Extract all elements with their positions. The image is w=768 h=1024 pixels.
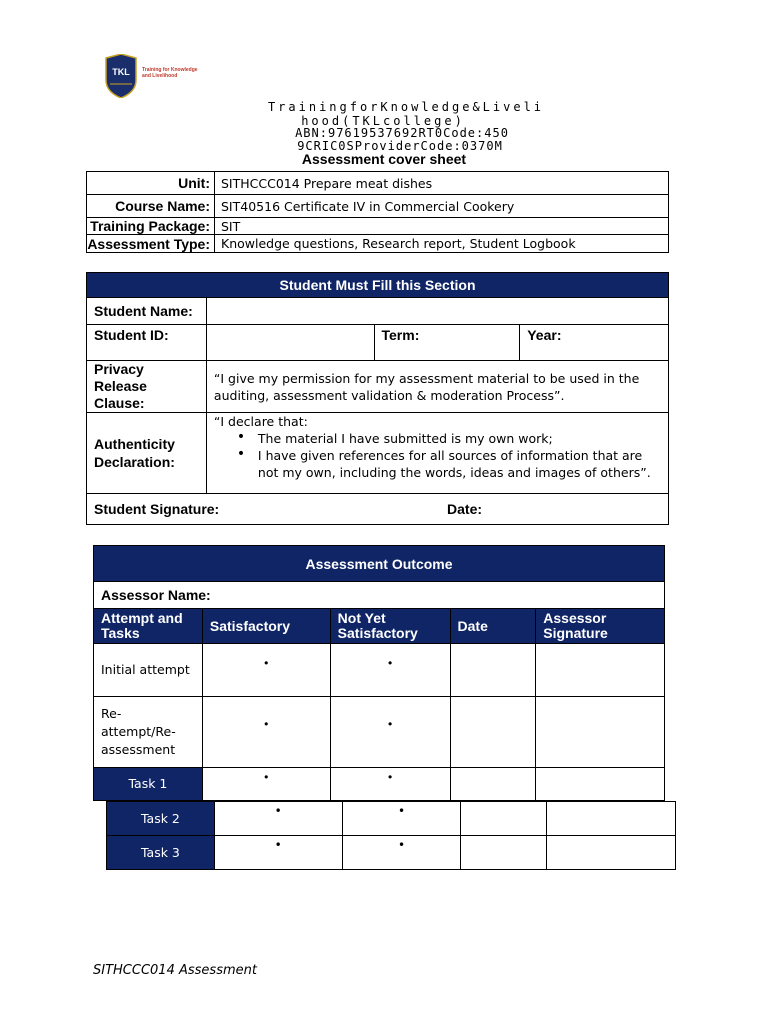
task-label: Task 3 <box>107 836 215 870</box>
bullet-mark: • <box>264 656 269 670</box>
task-rows-table <box>106 801 676 870</box>
logo-tagline: Training for Knowledge and Livelihood <box>142 67 198 79</box>
authenticity-label: Authenticity Declaration: <box>87 413 207 494</box>
table-header-row <box>94 609 665 644</box>
authenticity-intro: “I declare that: <box>213 414 308 429</box>
satisfactory-cell[interactable] <box>214 802 342 836</box>
not-yet-satisfactory-cell[interactable] <box>330 697 450 768</box>
student-id-label: Student ID: <box>87 325 207 361</box>
attempt-label: Initial attempt <box>94 644 203 697</box>
table-row <box>87 273 669 298</box>
column-header: Not Yet Satisfactory <box>330 609 450 644</box>
column-header: Attempt and Tasks <box>94 609 203 644</box>
date-cell[interactable] <box>461 802 547 836</box>
column-header: Date <box>450 609 536 644</box>
table-row <box>87 172 669 195</box>
privacy-release-label: Privacy Release Clause: <box>87 361 207 413</box>
page-title: Assessment cover sheet <box>301 151 467 167</box>
table-row <box>87 195 669 218</box>
bullet-mark: • <box>274 804 282 818</box>
training-package-label: Training Package: <box>87 218 215 235</box>
bullet-mark: • <box>264 770 269 784</box>
outcome-heading: Assessment Outcome <box>94 546 665 582</box>
assessor-signature-cell[interactable] <box>536 697 665 768</box>
bullet-mark: • <box>387 717 393 731</box>
table-row <box>94 768 665 801</box>
assessor-signature-cell[interactable] <box>547 802 676 836</box>
table-row <box>87 413 669 494</box>
bullet-mark: • <box>397 838 406 852</box>
table-row <box>94 697 665 768</box>
assessor-signature-cell[interactable] <box>547 836 676 870</box>
college-logo <box>104 54 198 100</box>
course-name-value: SIT40516 Certificate IV in Commercial Cookery <box>215 195 669 218</box>
bullet-mark: • <box>264 717 269 731</box>
bullet-mark: • <box>397 804 406 818</box>
unit-label: Unit: <box>87 172 215 195</box>
assessor-name-field[interactable] <box>94 582 665 609</box>
satisfactory-cell[interactable] <box>214 836 342 870</box>
assessor-name-label: Assessor Name: <box>101 586 211 603</box>
course-name-label: Course Name: <box>87 195 215 218</box>
table-row <box>87 361 669 413</box>
table-row <box>94 644 665 697</box>
authenticity-declaration <box>206 413 668 494</box>
bullet-mark: • <box>274 838 282 852</box>
list-item: • I have given references for all sources of information that are not my own, including the words, ideas and images of others”. <box>230 447 661 481</box>
table-row <box>87 218 669 235</box>
student-name-label: Student Name: <box>87 298 207 325</box>
year-label: Year: <box>527 327 562 343</box>
not-yet-satisfactory-cell[interactable] <box>342 802 461 836</box>
table-row <box>87 325 669 361</box>
bullet-mark: • <box>387 656 393 670</box>
year-field[interactable] <box>520 325 669 361</box>
term-field[interactable] <box>374 325 520 361</box>
table-row <box>107 802 676 836</box>
attempt-label: Re-attempt/Re-assessment <box>94 697 203 768</box>
date-cell[interactable] <box>450 697 536 768</box>
task-label: Task 2 <box>107 802 215 836</box>
student-signature-label: Student Signature: <box>94 501 220 517</box>
table-row <box>107 836 676 870</box>
term-label: Term: <box>381 327 420 343</box>
bullet-mark: • <box>387 770 393 784</box>
date-label: Date: <box>447 501 483 517</box>
header-line-2: hood(TKLcollege) <box>301 114 465 128</box>
satisfactory-cell[interactable] <box>202 768 330 801</box>
student-section-table <box>86 272 669 525</box>
not-yet-satisfactory-cell[interactable] <box>342 836 461 870</box>
unit-value: SITHCCC014 Prepare meat dishes <box>215 172 669 195</box>
assessor-signature-cell[interactable] <box>536 768 665 801</box>
date-cell[interactable] <box>450 644 536 697</box>
table-row <box>94 582 665 609</box>
satisfactory-cell[interactable] <box>202 697 330 768</box>
table-row <box>87 298 669 325</box>
table-row <box>87 235 669 253</box>
assessment-outcome-table <box>93 545 665 801</box>
not-yet-satisfactory-cell[interactable] <box>330 768 450 801</box>
satisfactory-cell[interactable] <box>202 644 330 697</box>
header-cricos: 9CRIC0SProviderCode:0370M <box>297 139 503 153</box>
unit-details-table <box>86 171 669 253</box>
table-row <box>94 546 665 582</box>
assessment-type-label: Assessment Type: <box>87 235 215 253</box>
logo-shield-text: TKL <box>112 67 130 77</box>
header-abn: ABN:97619537692RT0Code:450 <box>295 126 509 140</box>
authenticity-list <box>214 430 661 481</box>
header-line-1: TrainingforKnowledge&Liveli <box>267 100 545 114</box>
table-row <box>87 494 669 525</box>
task-label: Task 1 <box>94 768 203 801</box>
list-item: • The material I have submitted is my own work; <box>230 430 661 447</box>
privacy-release-text: “I give my permission for my assessment material to be used in the auditing, assessment validation & moderation Process”. <box>206 361 668 413</box>
student-section-heading: Student Must Fill this Section <box>87 273 669 298</box>
assessment-type-value: Knowledge questions, Research report, Student Logbook <box>215 235 669 253</box>
column-header: Satisfactory <box>202 609 330 644</box>
student-id-field[interactable] <box>206 325 374 361</box>
column-header: Assessor Signature <box>536 609 665 644</box>
training-package-value: SIT <box>215 218 669 235</box>
assessor-signature-cell[interactable] <box>536 644 665 697</box>
date-cell[interactable] <box>461 836 547 870</box>
signature-row[interactable] <box>87 494 669 525</box>
date-cell[interactable] <box>450 768 536 801</box>
student-name-field[interactable] <box>206 298 668 325</box>
not-yet-satisfactory-cell[interactable] <box>330 644 450 697</box>
page-footer: SITHCCC014 Assessment <box>93 963 257 978</box>
